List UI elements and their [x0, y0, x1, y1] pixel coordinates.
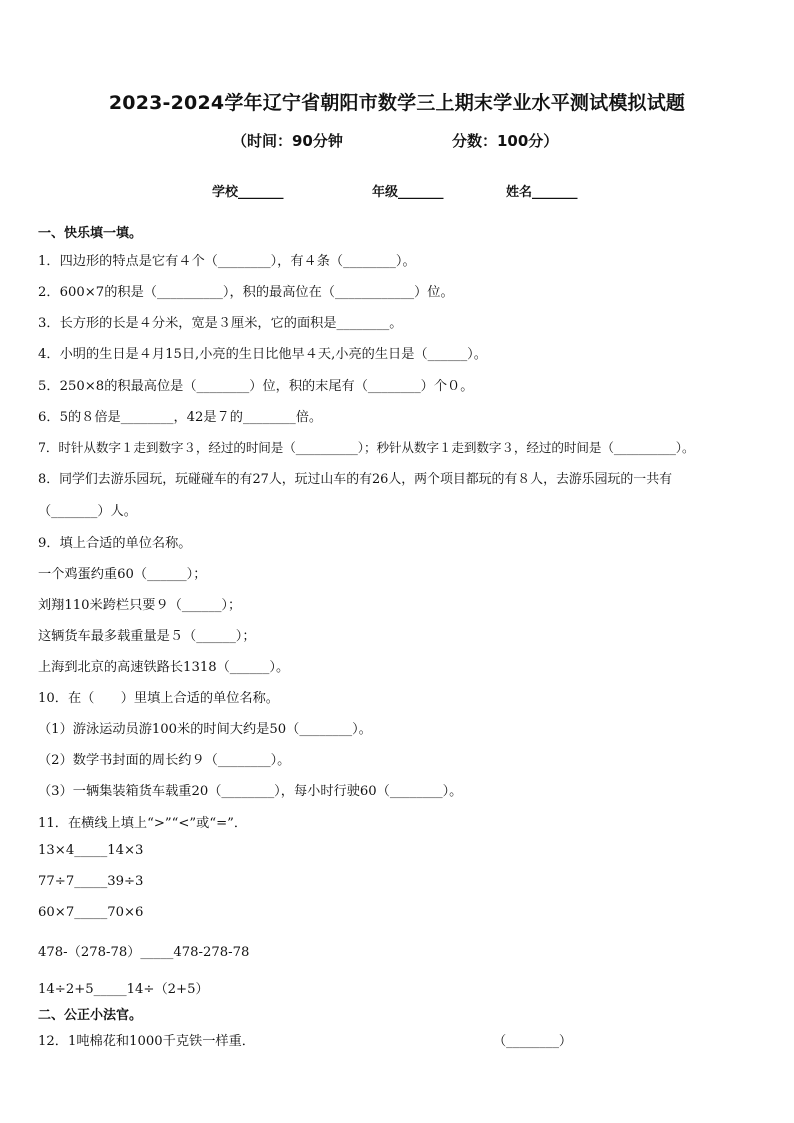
question-10-item-2: （2）数学书封面的周长约９（________）。 [38, 753, 291, 768]
question-7: 7．时针从数字１走到数字３，经过的时间是（__________）；秒针从数字１走到数字３，经过的时间是（__________）。 [38, 440, 695, 455]
question-10-item-1: （1）游泳运动员游100米的时间大约是50（________）。 [38, 722, 372, 737]
question-4: 4．小明的生日是４月15日,小亮的生日比他早４天,小亮的生日是（______）。 [38, 347, 487, 362]
question-3: 3．长方形的长是４分米，宽是３厘米，它的面积是________。 [38, 316, 403, 331]
section-1-heading: 一、快乐填一填。 [38, 226, 143, 241]
question-12-answer-blank: （________） [493, 1034, 573, 1049]
question-8: 8．同学们去游乐园玩，玩碰碰车的有27人，玩过山车的有26人，两个项目都玩的有８人，去游乐园玩的一共有 [38, 472, 672, 487]
question-11-item-4: 478-（278-78）_____478-278-78 [38, 945, 250, 960]
question-11-item-1: 13×4_____14×3 [38, 843, 144, 858]
question-9-item-1: 一个鸡蛋约重60（______）； [38, 567, 207, 582]
question-6: 6．5的８倍是________，42是７的________倍。 [38, 410, 323, 425]
name-field: 姓名_______ [506, 185, 578, 200]
question-10-item-3: （3）一辆集装箱货车载重20（________），每小时行驶60（________）。 [38, 784, 463, 799]
question-5: 5．250×8的积最高位是（________）位，积的末尾有（________）个０。 [38, 379, 474, 394]
question-10: 10．在（ ）里填上合适的单位名称。 [38, 691, 279, 706]
exam-score: 分数：100分） [452, 132, 559, 150]
question-12: 12．1吨棉花和1000千克铁一样重． [38, 1034, 255, 1049]
question-9-item-2: 刘翔110米跨栏只要９（______）； [38, 598, 242, 613]
exam-time: （时间：90分钟 [232, 132, 343, 150]
page-title: 2023-2024学年辽宁省朝阳市数学三上期末学业水平测试模拟试题 [108, 92, 686, 114]
question-11: 11．在横线上填上“>”“<”或“=”． [38, 816, 248, 831]
question-9-item-3: 这辆货车最多载重量是５（______）； [38, 629, 256, 644]
school-field: 学校_______ [212, 185, 284, 200]
question-8-cont: （_______）人。 [38, 504, 137, 519]
section-2-heading: 二、公正小法官。 [38, 1008, 143, 1023]
question-9-item-4: 上海到北京的高速铁路长1318（______）。 [38, 660, 290, 675]
question-11-item-3: 60×7_____70×6 [38, 905, 144, 920]
question-11-item-5: 14÷2+5_____14÷（2+5） [38, 982, 209, 997]
question-1: 1．四边形的特点是它有４个（________），有４条（________）。 [38, 254, 416, 269]
question-9: 9．填上合适的单位名称。 [38, 536, 192, 551]
question-2: 2．600×7的积是（__________），积的最高位在（____________）位。 [38, 285, 454, 300]
grade-field: 年级_______ [372, 185, 444, 200]
question-11-item-2: 77÷7_____39÷3 [38, 874, 144, 889]
